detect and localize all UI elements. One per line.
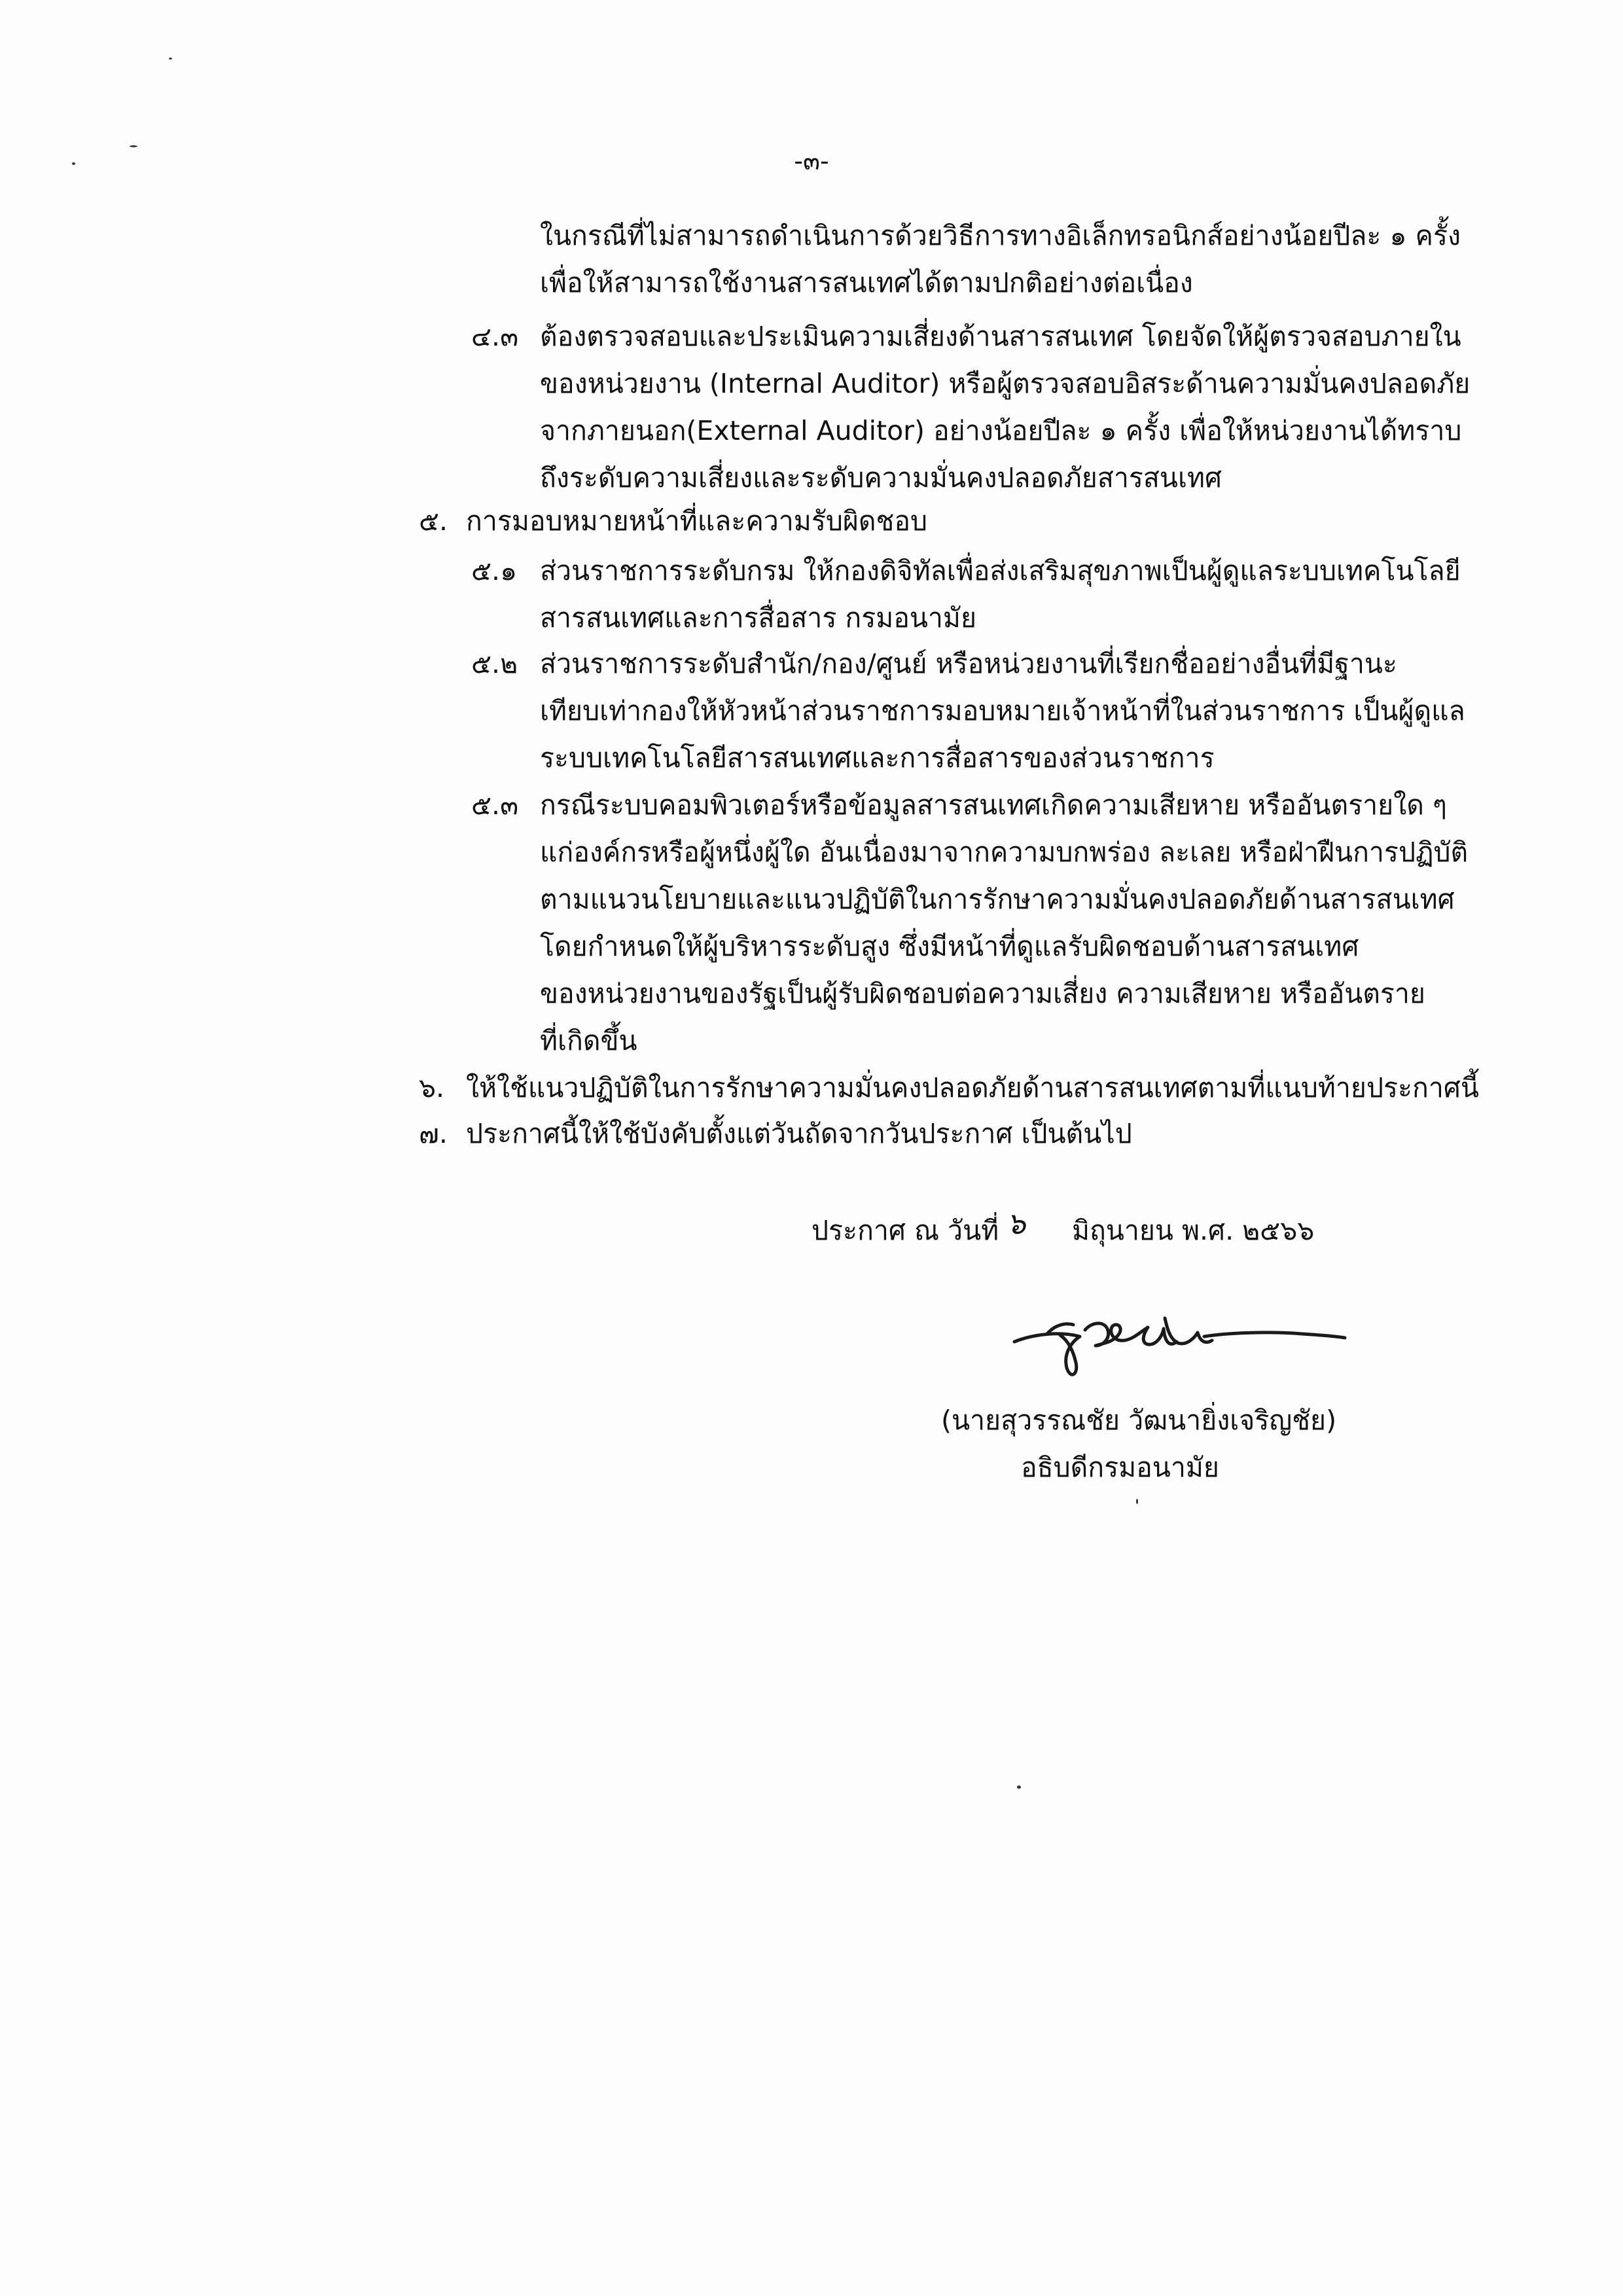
announcement-day: ๖	[1007, 1206, 1026, 1241]
item-number: ๕.๑	[471, 555, 518, 586]
text-line: ให้ใช้แนวปฏิบัติในการรักษาความมั่นคงปลอดภัยด้านสารสนเทศตามที่แนบท้ายประกาศนี้	[466, 1072, 1479, 1103]
text-line: กรณีระบบคอมพิวเตอร์หรือข้อมูลสารสนเทศเกิดความเสียหาย หรืออันตรายใด ๆ	[540, 789, 1447, 821]
announcement-prefix: ประกาศ ณ วันที่	[812, 1215, 999, 1246]
item-number: ๖.	[419, 1072, 445, 1103]
text-line: โดยกำหนดให้ผู้บริหารระดับสูง ซึ่งมีหน้าที่ดูแลรับผิดชอบด้านสารสนเทศ	[540, 931, 1359, 962]
text-line: ตามแนวนโยบายและแนวปฏิบัติในการรักษาความมั่นคงปลอดภัยด้านสารสนเทศ	[540, 884, 1455, 915]
text-line: ต้องตรวจสอบและประเมินความเสี่ยงด้านสารสนเทศ โดยจัดให้ผู้ตรวจสอบภายใน	[540, 321, 1461, 352]
text-line: ของหน่วยงาน (Internal Auditor) หรือผู้ตรวจสอบอิสระด้านความมั่นคงปลอดภัย	[540, 368, 1471, 399]
text-line: การมอบหมายหน้าที่และความรับผิดชอบ	[466, 505, 927, 537]
item-number: ๕.๓	[471, 789, 519, 821]
handwritten-signature	[1008, 1302, 1348, 1394]
text-line: ประกาศนี้ให้ใช้บังคับตั้งแต่วันถัดจากวันประกาศ เป็นต้นไป	[466, 1118, 1132, 1149]
scan-speck	[169, 58, 172, 60]
scan-speck	[1017, 1785, 1021, 1789]
scan-speck	[130, 145, 137, 147]
item-number: ๗.	[419, 1118, 448, 1149]
item-number: ๔.๓	[471, 321, 519, 352]
text-line: ส่วนราชการระดับสำนัก/กอง/ศูนย์ หรือหน่วยงานที่เรียกชื่ออย่างอื่นที่มีฐานะ	[540, 648, 1397, 679]
text-line: ในกรณีที่ไม่สามารถดำเนินการด้วยวิธีการทางอิเล็กทรอนิกส์อย่างน้อยปีละ ๑ ครั้ง	[540, 220, 1461, 251]
text-line: แก่องค์กรหรือผู้หนึ่งผู้ใด อันเนื่องมาจากความบกพร่อง ละเลย หรือฝ่าฝืนการปฏิบัติ	[540, 836, 1469, 868]
text-line: ที่เกิดขึ้น	[540, 1025, 637, 1056]
item-number: ๕.	[419, 505, 448, 537]
text-line: สารสนเทศและการสื่อสาร กรมอนามัย	[540, 602, 976, 634]
text-line: เทียบเท่ากองให้หัวหน้าส่วนราชการมอบหมายเจ้าหน้าที่ในส่วนราชการ เป็นผู้ดูแล	[540, 695, 1465, 726]
text-line: เพื่อให้สามารถใช้งานสารสนเทศได้ตามปกติอย่างต่อเนื่อง	[540, 267, 1193, 298]
signer-title: อธิบดีกรมอนามัย	[1021, 1452, 1219, 1483]
text-line: ระบบเทคโนโลยีสารสนเทศและการสื่อสารของส่วนราชการ	[540, 742, 1215, 774]
signer-name: (นายสุวรรณชัย วัฒนายิ่งเจริญชัย)	[941, 1405, 1337, 1436]
text-line: ถึงระดับความเสี่ยงและระดับความมั่นคงปลอดภัยสารสนเทศ	[540, 462, 1222, 493]
item-number: ๕.๒	[471, 648, 518, 679]
text-line: ของหน่วยงานของรัฐเป็นผู้รับผิดชอบต่อความเสี่ยง ความเสียหาย หรืออันตราย	[540, 978, 1425, 1009]
scan-speck	[72, 162, 75, 165]
scan-speck	[1136, 1499, 1138, 1504]
text-line: จากภายนอก(External Auditor) อย่างน้อยปีละ ๑ ครั้ง เพื่อให้หน่วยงานได้ทราบ	[540, 415, 1462, 446]
text-line: ส่วนราชการระดับกรม ให้กองดิจิทัลเพื่อส่งเสริมสุขภาพเป็นผู้ดูแลระบบเทคโนโลยี	[540, 555, 1461, 586]
announcement-month-year: มิถุนายน พ.ศ. ๒๕๖๖	[1072, 1215, 1315, 1246]
page-number: -๓-	[794, 147, 829, 175]
